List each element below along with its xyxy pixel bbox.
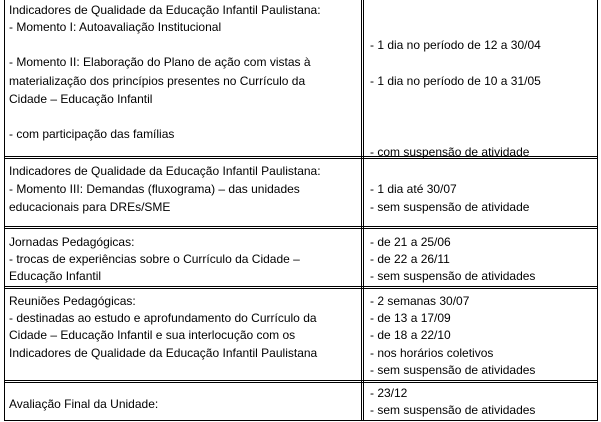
- row4-left-line: Reuniões Pedagógicas:: [9, 294, 136, 308]
- row3-right-line: - de 21 a 25/06: [370, 235, 451, 249]
- schedule-table: [4, 0, 598, 421]
- row-divider: [4, 380, 598, 383]
- row4-left-line: Indicadores de Qualidade da Educação Infantil Paulistana: [9, 346, 318, 360]
- row3-left-line: Jornadas Pedagógicas:: [9, 235, 135, 249]
- row1-right-line: - com suspensão de atividade: [370, 145, 530, 159]
- row4-left-line: - destinadas ao estudo e aprofundamento do Currículo da: [9, 311, 317, 325]
- row4-right-line: - de 13 a 17/09: [370, 311, 451, 325]
- row2-right-line: - sem suspensão de atividade: [370, 200, 530, 214]
- table-right-border: [597, 0, 598, 421]
- row2-right-line: - 1 dia até 30/07: [370, 182, 457, 196]
- row1-left-line: Cidade – Educação Infantil: [9, 92, 153, 106]
- row5-left-line: Avaliação Final da Unidade:: [9, 397, 159, 411]
- row1-right-line: - 1 dia no período de 12 a 30/04: [370, 38, 541, 52]
- row2-left-line: Indicadores de Qualidade da Educação Infantil Paulistana:: [9, 164, 321, 178]
- row-divider: [4, 286, 598, 289]
- row3-right-line: - sem suspensão de atividades: [370, 269, 536, 283]
- row-divider: [4, 226, 598, 229]
- row4-right-line: - 2 semanas 30/07: [370, 294, 470, 308]
- row2-left-line: educacionais para DREs/SME: [9, 200, 171, 214]
- row4-right-line: - de 18 a 22/10: [370, 328, 451, 342]
- row1-right-line: - 1 dia no período de 10 a 31/05: [370, 74, 541, 88]
- table-left-border: [4, 0, 5, 421]
- row4-right-line: - nos horários coletivos: [370, 346, 494, 360]
- row3-left-line: Educação Infantil: [9, 269, 102, 283]
- row3-left-line: - trocas de experiências sobre o Currículo da Cidade –: [9, 252, 300, 266]
- row1-left-line: - Momento II: Elaboração do Plano de ação com vistas à: [9, 55, 311, 69]
- row1-left-line: - Momento I: Autoavaliação Institucional: [9, 20, 222, 34]
- row5-right-line: - 23/12: [370, 386, 408, 400]
- row3-right-line: - de 22 a 26/11: [370, 252, 450, 266]
- table-bottom-border: [4, 420, 598, 421]
- row1-left-line: materialização dos princípios presentes no Currículo da: [9, 74, 306, 88]
- row1-left-line: - com participação das famílias: [9, 127, 175, 141]
- row4-right-line: - sem suspensão de atividades: [370, 363, 536, 377]
- row4-left-line: Cidade – Educação Infantil e sua interlocução com os: [9, 328, 296, 342]
- row1-left-line: Indicadores de Qualidade da Educação Infantil Paulistana:: [9, 3, 321, 17]
- row2-left-line: - Momento III: Demandas (fluxograma) – das unidades: [9, 182, 300, 196]
- row5-right-line: - sem suspensão de atividades: [370, 403, 536, 417]
- column-divider: [361, 0, 364, 421]
